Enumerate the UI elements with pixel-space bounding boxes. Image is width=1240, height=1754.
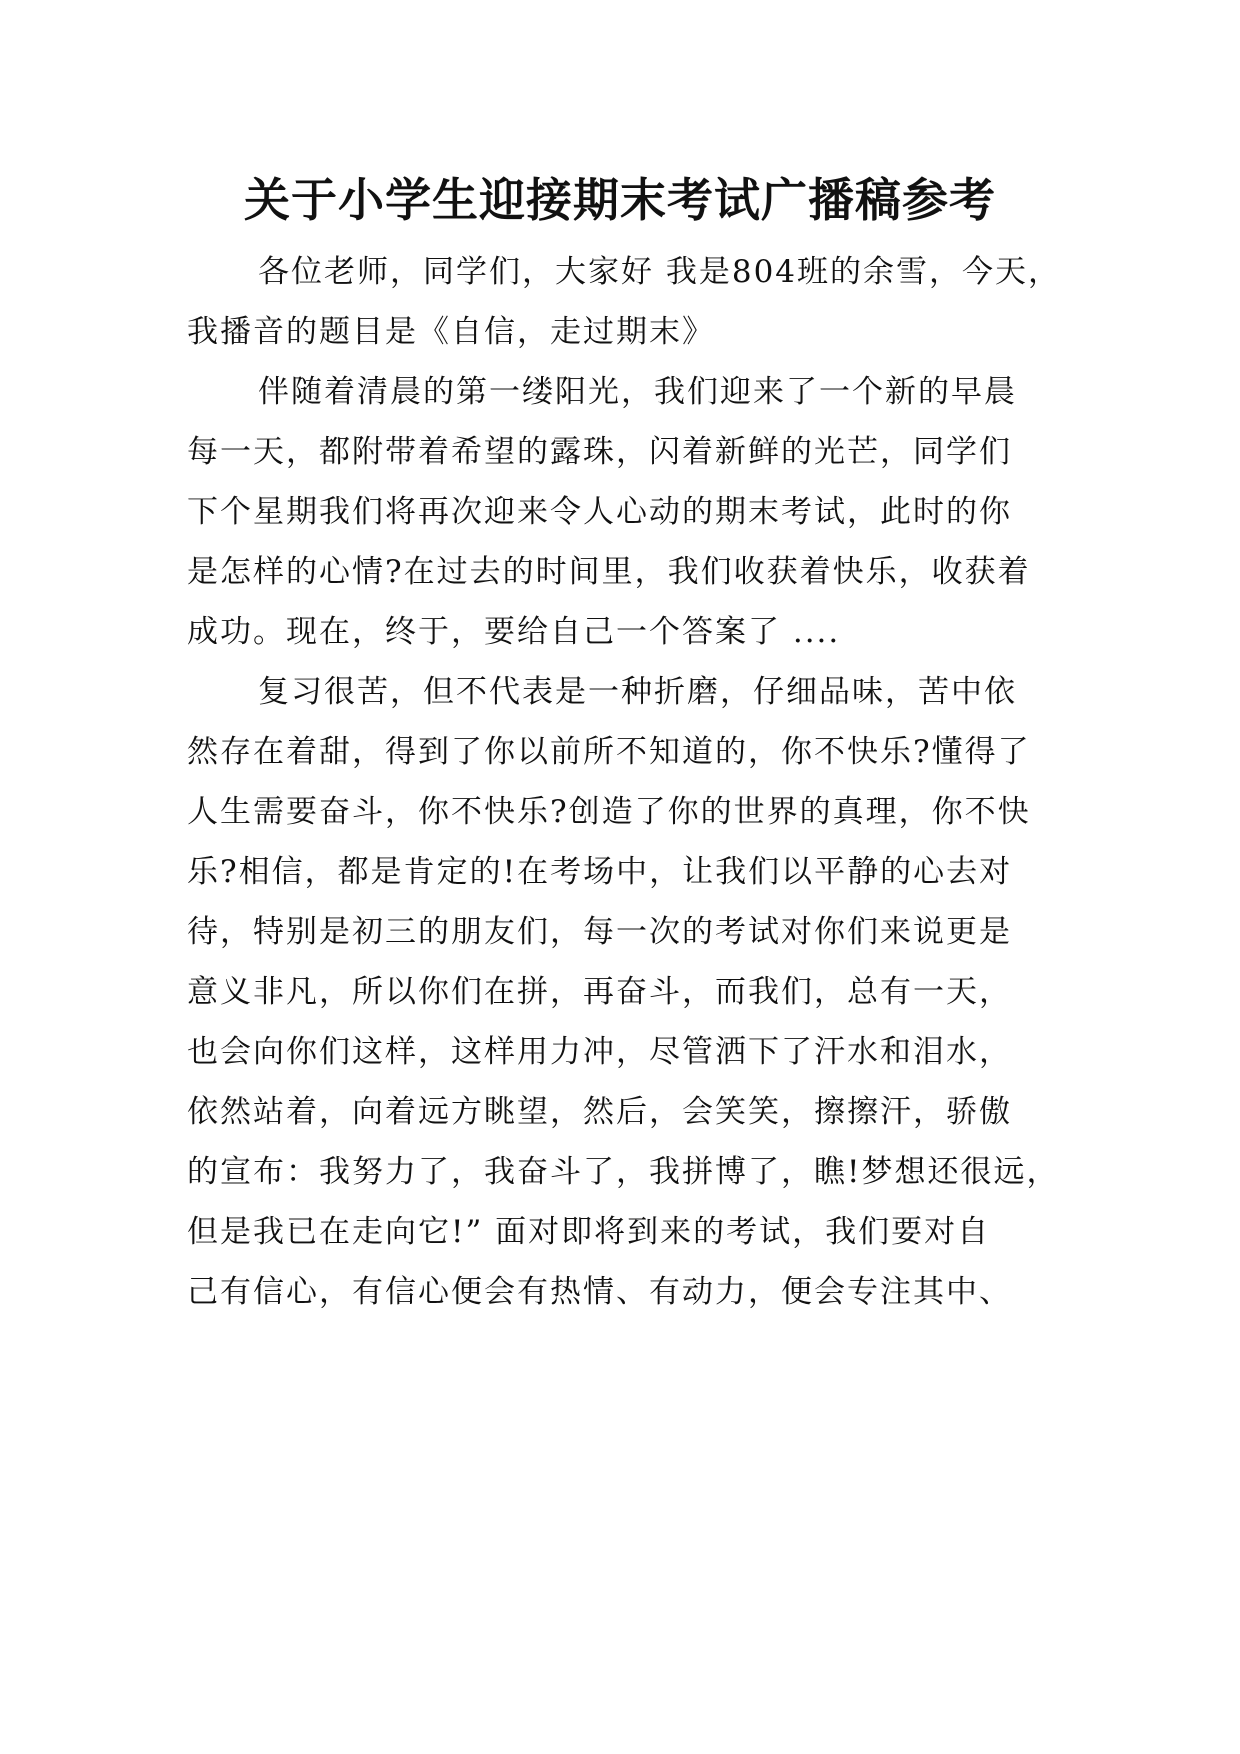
text-line-18: 己有信心，有信心便会有热情、有动力，便会专注其中、	[187, 1274, 1012, 1310]
text-line-7: 成功。现在，终于，要给自己一个答案了 ....	[187, 614, 841, 650]
text-line-5: 下个星期我们将再次迎来令人心动的期末考试，此时的你	[187, 494, 1012, 530]
text-line-17: 但是我已在走向它!” 面对即将到来的考试，我们要对自	[187, 1214, 991, 1250]
text-line-10: 人生需要奋斗，你不快乐?创造了你的世界的真理，你不快	[187, 794, 1031, 830]
text-line-6: 是怎样的心情?在过去的时间里，我们收获着快乐，收获着	[187, 554, 1031, 590]
text-line-13: 意义非凡，所以你们在拼，再奋斗，而我们，总有一天，	[187, 974, 1012, 1010]
text-line-16: 的宣布：我努力了，我奋斗了，我拼博了，瞧!梦想还很远，	[187, 1154, 1060, 1190]
text-line-11: 乐?相信，都是肯定的!在考场中，让我们以平静的心去对	[187, 854, 1013, 890]
document-title: 关于小学生迎接期末考试广播稿参考	[244, 173, 996, 227]
text-line-8: 复习很苦，但不代表是一种折磨，仔细品味，苦中依	[258, 674, 1017, 710]
text-line-4: 每一天，都附带着希望的露珠，闪着新鲜的光芒，同学们	[187, 434, 1012, 470]
text-line-2: 我播音的题目是《自信，走过期末》	[187, 314, 715, 350]
text-line-14: 也会向你们这样，这样用力冲，尽管洒下了汗水和泪水，	[187, 1034, 1012, 1070]
text-line-9: 然存在着甜，得到了你以前所不知道的，你不快乐?懂得了	[187, 734, 1031, 770]
text-line-15: 依然站着，向着远方眺望，然后，会笑笑，擦擦汗，骄傲	[187, 1094, 1012, 1130]
text-line-3: 伴随着清晨的第一缕阳光，我们迎来了一个新的早晨	[258, 374, 1017, 410]
text-line-12: 待，特别是初三的朋友们，每一次的考试对你们来说更是	[187, 914, 1012, 950]
text-line-1: 各位老师，同学们，大家好 我是804班的余雪，今天，	[258, 254, 1062, 290]
